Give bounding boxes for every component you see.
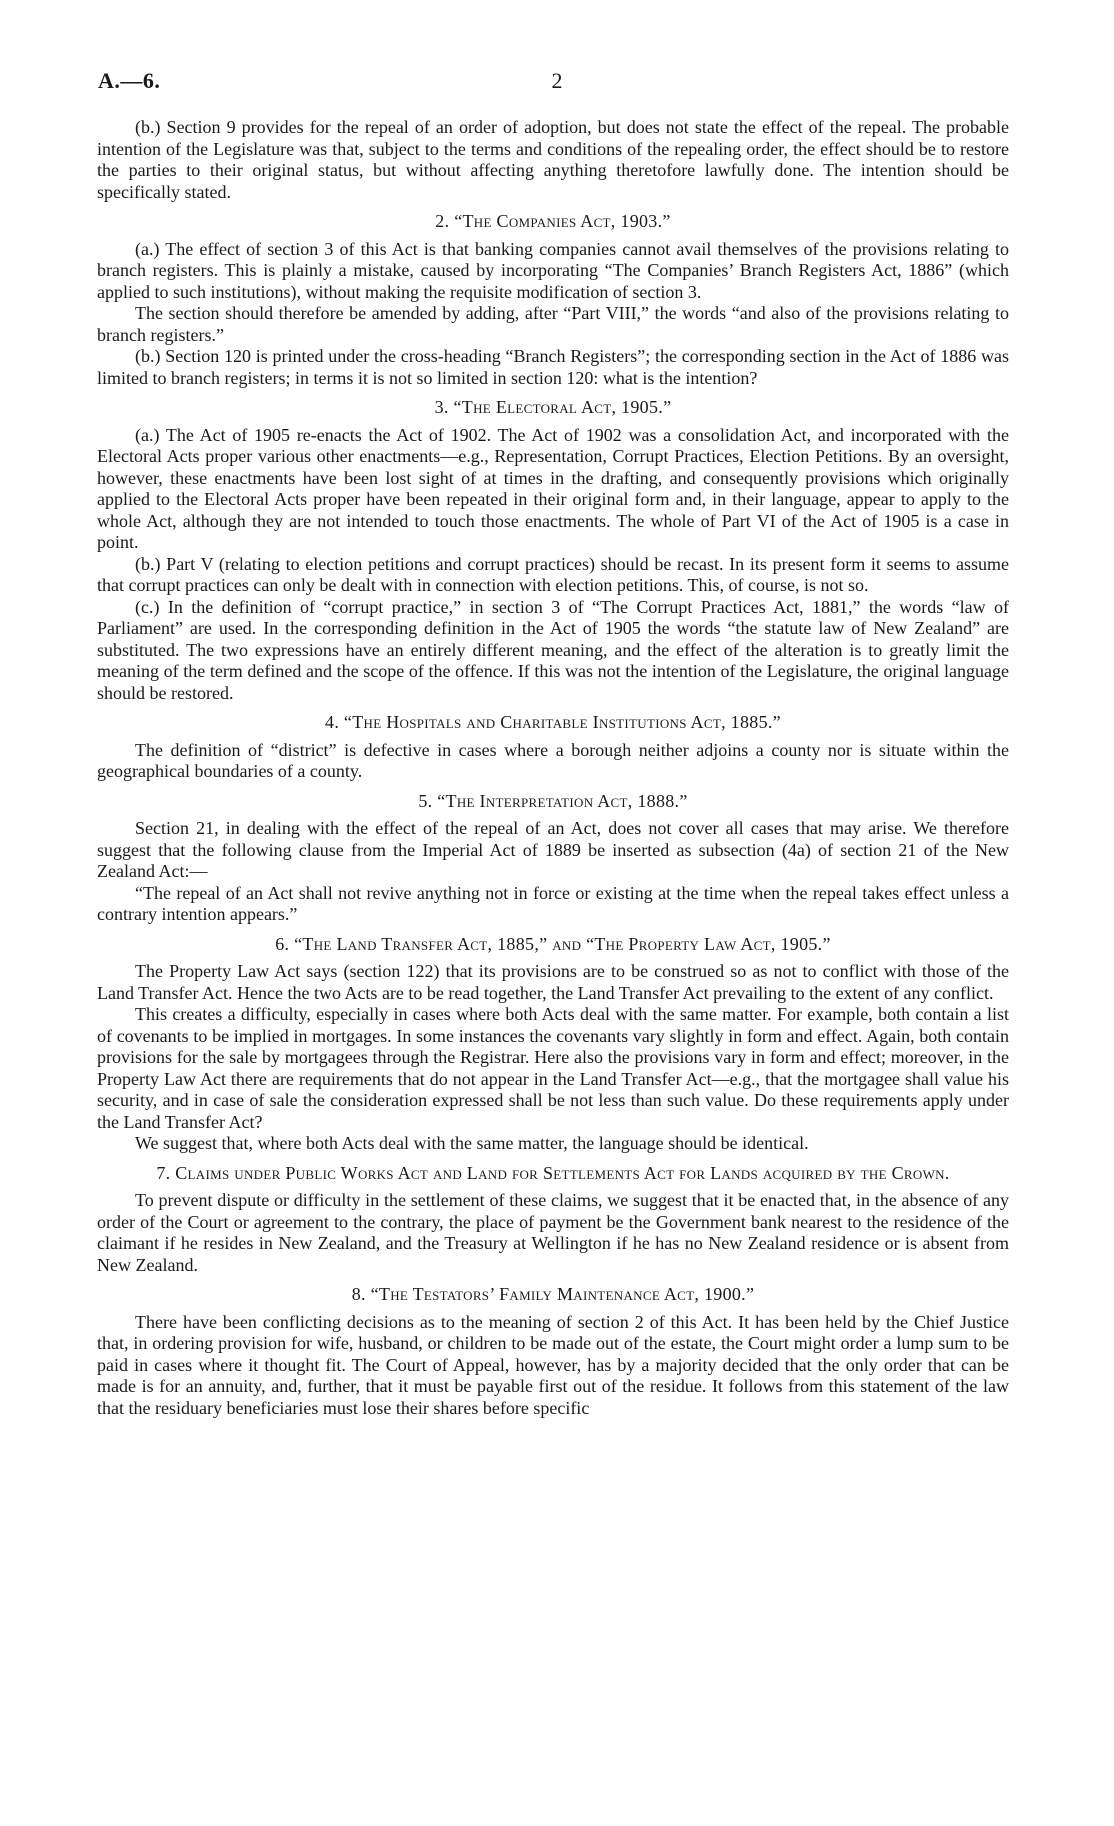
paragraph: (a.) The Act of 1905 re-enacts the Act of 1902. The Act of 1902 was a consolidation Act, and incorporated with the Electoral Acts proper various other enactments—e.g., Representation, Corrupt Practices, Election Petitions. By an oversight, however, these enactments have been lost sight of at times in the drafting, and consequently provisions which originally applied to the Electoral Acts proper have been repeated in their original form and, in their language, appear to apply to the whole Act, although they are not intended to touch those enactments. The whole of Part VI of the Act of 1905 is a case in point.: [97, 424, 1009, 552]
section-heading: 3. “The Electoral Act, 1905.”: [434, 397, 672, 417]
paragraph: There have been conflicting decisions as to the meaning of section 2 of this Act. It has been held by the Chief Justice that, in ordering provision for wife, husband, or children to be made out of the estate, the Court might order a lump sum to be paid in cases where it thought fit. The Court of Appeal, however, has by a majority decided that the only order that can be made is for an annuity, and, further, that it must be payable first out of the residue. It follows from this statement of the law that the residuary beneficiaries must lose their shares before specific: [97, 1311, 1009, 1418]
page-number: 2: [551, 68, 563, 93]
paragraph: The section should therefore be amended by adding, after “Part VIII,” the words “and also of the provisions relating to branch registers.”: [97, 303, 1009, 345]
paragraph: We suggest that, where both Acts deal with the same matter, the language should be identical.: [135, 1133, 809, 1153]
section-heading: 6. “The Land Transfer Act, 1885,” and “The Property Law Act, 1905.”: [275, 933, 831, 954]
paragraph: The Property Law Act says (section 122) that its provisions are to be construed so as not to conflict with those of the Land Transfer Act. Hence the two Acts are to be read together, the Land Transfer Act prevailing to the extent of any conflict.: [97, 961, 1009, 1003]
section-heading: 4. “The Hospitals and Charitable Institutions Act, 1885.”: [325, 712, 781, 732]
paragraph: This creates a difficulty, especially in cases where both Acts deal with the same matter. For example, both contain a list of covenants to be implied in mortgages. In some instances the covenants vary slightly in form and effect. Again, both contain provisions for the sale by mortgagees through the Registrar. Here also the provisions vary in form and effect; moreover, in the Property Law Act there are requirements that do not appear in the Land Transfer Act—e.g., that the mortgagee shall value his security, and in case of sale the consideration expressed shall be not less than such value. Do these requirements apply under the Land Transfer Act?: [97, 1004, 1009, 1132]
section-heading: 5. “The Interpretation Act, 1888.”: [418, 790, 688, 811]
paragraph: (b.) Section 9 provides for the repeal of an order of adoption, but does not state the effect of the repeal. The probable intention of the Legislature was that, subject to the terms and conditions of the repealing order, the effect should be to restore the parties to their original status, but without affecting anything theretofore lawfully done. The intention should be specifically stated.: [97, 117, 1009, 202]
section-heading: 7. Claims under Public Works Act and Land for Settlements Act for Lands acquired by the Crown.: [156, 1162, 950, 1183]
section-heading: 8. “The Testators’ Family Maintenance Act, 1900.”: [351, 1284, 755, 1304]
page-header: [98, 68, 1016, 98]
body-text: [97, 117, 1009, 1419]
section-heading: 2. “The Companies Act, 1903.”: [435, 211, 671, 231]
paragraph: (b.) Section 120 is printed under the cross-heading “Branch Registers”; the corresponding section in the Act of 1886 was limited to branch registers; in terms it is not so limited in section 120: what is the intention?: [97, 346, 1009, 388]
quoted-clause: “The repeal of an Act shall not revive anything not in force or existing at the time when the repeal takes effect unless a contrary intention appears.”: [97, 882, 1009, 924]
paragraph: The definition of “district” is defective in cases where a borough neither adjoins a county nor is situate within the geographical boundaries of a county.: [97, 739, 1009, 781]
document-reference: A.—6.: [98, 68, 161, 93]
paragraph: (c.) In the definition of “corrupt practice,” in section 3 of “The Corrupt Practices Act, 1881,” the words “law of Parliament” are used. In the corresponding definition in the Act of 1905 the words “the statute law of New Zealand” are substituted. The two expressions have an entirely different meaning, and the effect of the alteration is to greatly limit the meaning of the term defined and the scope of the offence. If this was not the intention of the Legislature, the original language should be restored.: [97, 596, 1009, 703]
paragraph: (b.) Part V (relating to election petitions and corrupt practices) should be recast. In its present form it seems to assume that corrupt practices can only be dealt with in connection with election petitions. This, of course, is not so.: [97, 553, 1009, 595]
paragraph: Section 21, in dealing with the effect of the repeal of an Act, does not cover all cases that may arise. We therefore suggest that the following clause from the Imperial Act of 1889 be inserted as subsection (4a) of section 21 of the New Zealand Act:—: [97, 818, 1009, 881]
paragraph: (a.) The effect of section 3 of this Act is that banking companies cannot avail themselves of the provisions relating to branch registers. This is plainly a mistake, caused by incorporating “The Companies’ Branch Registers Act, 1886” (which applied to such institutions), without making the requisite modification of section 3.: [97, 238, 1009, 302]
paragraph: To prevent dispute or difficulty in the settlement of these claims, we suggest that it be enacted that, in the absence of any order of the Court or agreement to the contrary, the place of payment be the Government bank nearest to the residence of the claimant if he resides in New Zealand, and the Treasury at Wellington if he has no New Zealand residence or is absent from New Zealand.: [97, 1190, 1009, 1275]
